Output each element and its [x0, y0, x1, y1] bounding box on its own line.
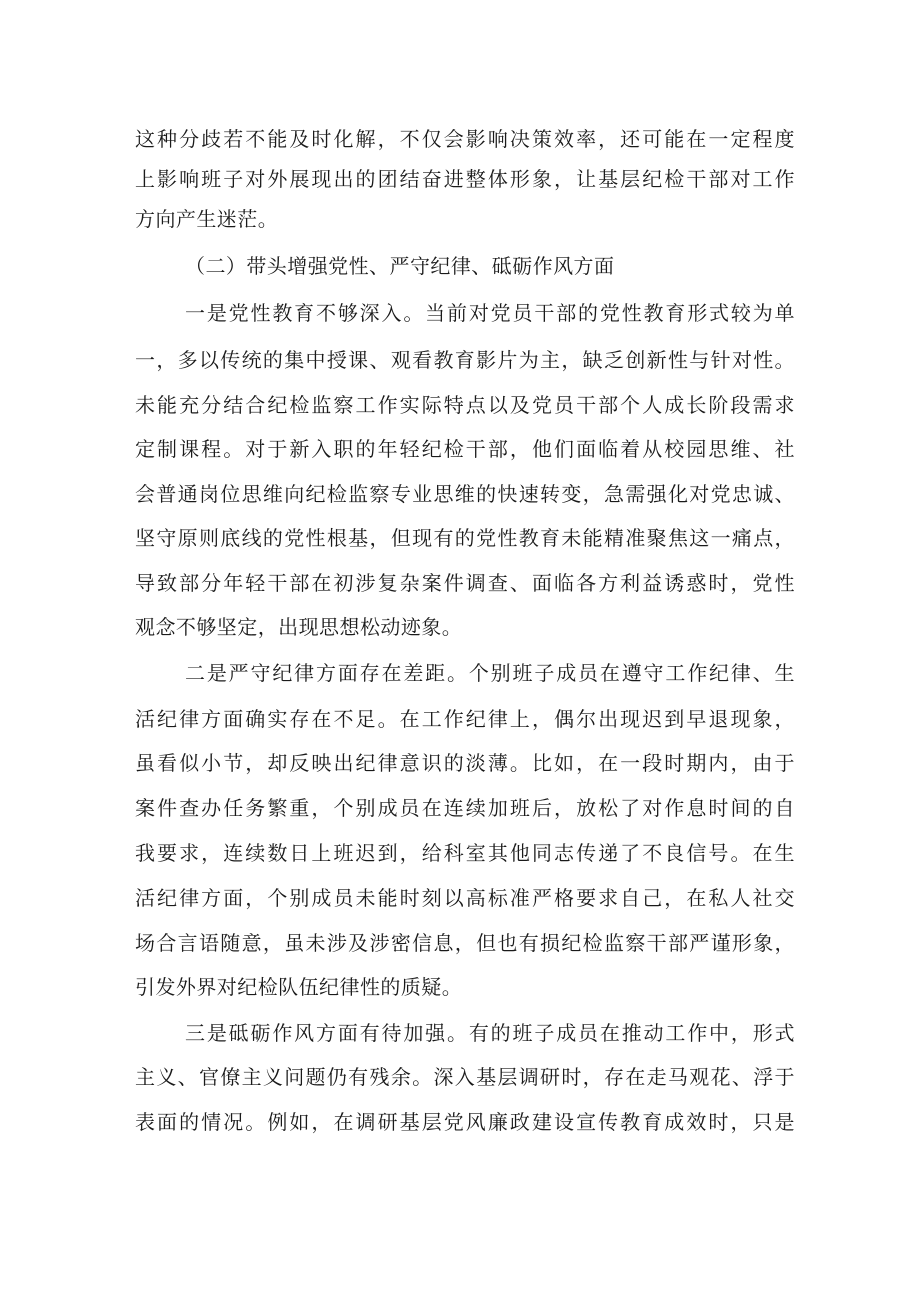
body-text-line: 我要求，连续数日上班迟到，给科室其他同志传递了不良信号。在生: [135, 841, 795, 865]
body-text-line: 一，多以传统的集中授课、观看教育影片为主，缺乏创新性与针对性。: [135, 348, 795, 372]
body-text-line: 一是党性教育不够深入。当前对党员干部的党性教育形式较为单: [185, 301, 795, 325]
body-text-line: 坚守原则底线的党性根基，但现有的党性教育未能精准聚焦这一痛点，: [135, 526, 795, 550]
body-text-line: 案件查办任务繁重，个别成员在连续加班后，放松了对作息时间的自: [135, 796, 795, 820]
body-text-line: 主义、官僚主义问题仍有残余。深入基层调研时，存在走马观花、浮于: [135, 1065, 795, 1089]
body-text-line: 虽看似小节，却反映出纪律意识的淡薄。比如，在一段时期内，由于: [135, 751, 795, 775]
body-text-line: 活纪律方面确实存在不足。在工作纪律上，偶尔出现迟到早退现象，: [135, 707, 795, 731]
section-heading: （二）带头增强党性、严守纪律、砥砺作风方面: [185, 254, 615, 278]
body-text-line: 二是严守纪律方面存在差距。个别班子成员在遵守工作纪律、生: [185, 661, 795, 685]
body-text-line: 会普通岗位思维向纪检监察专业思维的快速转变，急需强化对党忠诚、: [135, 482, 795, 506]
body-text-line: 三是砥砺作风方面有待加强。有的班子成员在推动工作中，形式: [185, 1021, 795, 1045]
body-text-line: 未能充分结合纪检监察工作实际特点以及党员干部个人成长阶段需求: [135, 393, 795, 417]
body-text-line: 方向产生迷茫。: [135, 207, 279, 231]
body-text-line: 这种分歧若不能及时化解，不仅会影响决策效率，还可能在一定程度: [135, 127, 795, 151]
body-text-line: 观念不够坚定，出现思想松动迹象。: [135, 615, 463, 639]
body-text-line: 导致部分年轻干部在初涉复杂案件调查、面临各方利益诱惑时，党性: [135, 571, 795, 595]
body-text-line: 场合言语随意，虽未涉及涉密信息，但也有损纪检监察干部严谨形象，: [135, 931, 795, 955]
body-text-line: 表面的情况。例如，在调研基层党风廉政建设宣传教育成效时，只是: [135, 1110, 795, 1134]
body-text-line: 上影响班子对外展现出的团结奋进整体形象，让基层纪检干部对工作: [135, 167, 795, 191]
body-text-line: 定制课程。对于新入职的年轻纪检干部，他们面临着从校园思维、社: [135, 437, 795, 461]
body-text-line: 活纪律方面，个别成员未能时刻以高标准严格要求自己，在私人社交: [135, 886, 795, 910]
body-text-line: 引发外界对纪检队伍纪律性的质疑。: [135, 975, 463, 999]
